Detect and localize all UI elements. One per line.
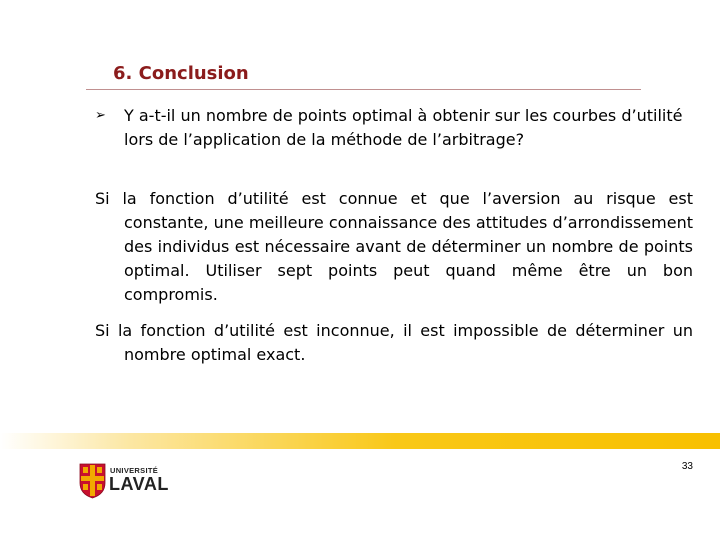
title-underline [86, 89, 641, 90]
logo-text-laval: LAVAL [109, 474, 169, 494]
universite-laval-logo [79, 463, 179, 501]
bullet-item [95, 104, 693, 152]
arrow-bullet-icon: ➢ [95, 108, 106, 123]
logo-text-universite: UNIVERSITÉ [110, 466, 159, 475]
slide-title: 6. Conclusion [113, 63, 249, 84]
paragraph-unknown-utility: Si la fonction d’utilité est inconnue, il est impossible de déterminer un nombre optimal exact. [95, 321, 693, 364]
footer-gold-band [0, 433, 720, 449]
page-number: 33 [681, 461, 693, 472]
universite-laval-shield-icon [79, 463, 106, 499]
paragraph-known-utility: Si la fonction d’utilité est connue et que l’aversion au risque est constante, une meilleure connaissance des attitudes d’arrondissement des individus est nécessaire avant de déterminer un nombre de points optimal. Utiliser sept points peut quand même être un bon compromis. [95, 189, 693, 304]
bullet-text: Y a-t-il un nombre de points optimal à obtenir sur les courbes d’utilité lors de l’application de la méthode de l’arbitrage? [124, 106, 683, 149]
